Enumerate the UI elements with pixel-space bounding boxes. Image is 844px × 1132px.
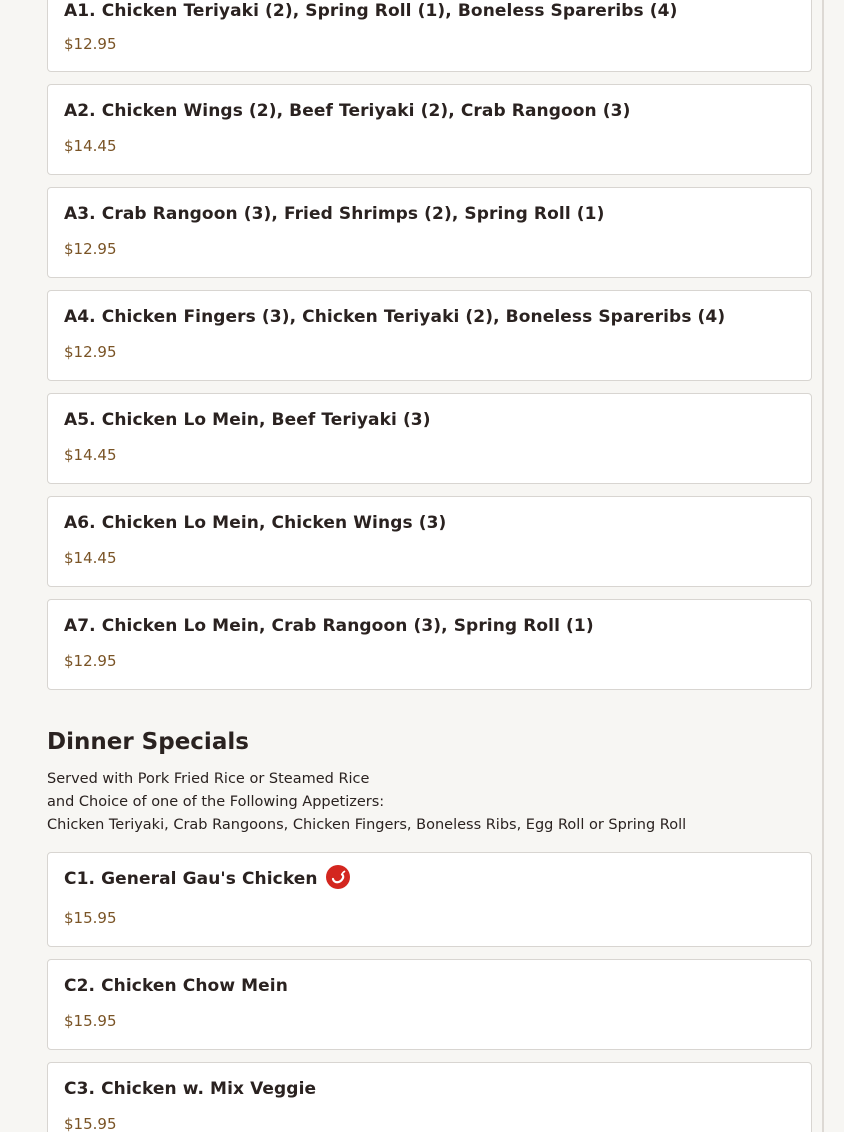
menu-item-name: C3. Chicken w. Mix Veggie: [64, 1079, 317, 1099]
menu-item-price: $12.95: [64, 652, 117, 670]
menu-item-name: A3. Crab Rangoon (3), Fried Shrimps (2), Spring Roll (1): [64, 204, 605, 224]
menu-item-a3[interactable]: [47, 187, 812, 278]
menu-item-name-row: [64, 867, 350, 891]
menu-item-name: A7. Chicken Lo Mein, Crab Rangoon (3), Spring Roll (1): [64, 616, 594, 636]
menu-item-name: A5. Chicken Lo Mein, Beef Teriyaki (3): [64, 410, 431, 430]
menu-item-c3[interactable]: [47, 1062, 812, 1132]
menu-item-c2[interactable]: [47, 959, 812, 1050]
section-title-dinner-specials: Dinner Specials: [47, 729, 249, 755]
menu-item-price: $15.95: [64, 1012, 117, 1030]
section-description-line: Served with Pork Fried Rice or Steamed Rice: [47, 771, 370, 787]
spicy-pepper-icon: [326, 865, 350, 889]
menu-item-name: A2. Chicken Wings (2), Beef Teriyaki (2), Crab Rangoon (3): [64, 101, 631, 121]
menu-item-price: $12.95: [64, 343, 117, 361]
menu-item-price: $14.45: [64, 549, 117, 567]
menu-item-price: $12.95: [64, 240, 117, 258]
menu-item-a1[interactable]: [47, 0, 812, 72]
menu-item-a5[interactable]: [47, 393, 812, 484]
menu-item-price: $15.95: [64, 1115, 117, 1132]
menu-item-a4[interactable]: [47, 290, 812, 381]
menu-item-a7[interactable]: [47, 599, 812, 690]
section-description-line: Chicken Teriyaki, Crab Rangoons, Chicken Fingers, Boneless Ribs, Egg Roll or Spring Roll: [47, 817, 687, 833]
menu-item-name: C1. General Gau's Chicken: [64, 869, 318, 889]
section-description: [47, 768, 807, 837]
menu-item-c1[interactable]: [47, 852, 812, 947]
menu-item-a2[interactable]: [47, 84, 812, 175]
right-edge-divider: [822, 0, 824, 1132]
menu-item-price: $15.95: [64, 909, 117, 927]
menu-item-a6[interactable]: [47, 496, 812, 587]
menu-item-name: A6. Chicken Lo Mein, Chicken Wings (3): [64, 513, 447, 533]
menu-item-price: $12.95: [64, 35, 117, 53]
menu-item-name: C2. Chicken Chow Mein: [64, 976, 288, 996]
menu-item-price: $14.45: [64, 137, 117, 155]
menu-item-name: A1. Chicken Teriyaki (2), Spring Roll (1), Boneless Spareribs (4): [64, 1, 678, 21]
menu-item-name: A4. Chicken Fingers (3), Chicken Teriyaki (2), Boneless Spareribs (4): [64, 307, 726, 327]
menu-item-price: $14.45: [64, 446, 117, 464]
section-description-line: and Choice of one of the Following Appetizers:: [47, 794, 385, 810]
